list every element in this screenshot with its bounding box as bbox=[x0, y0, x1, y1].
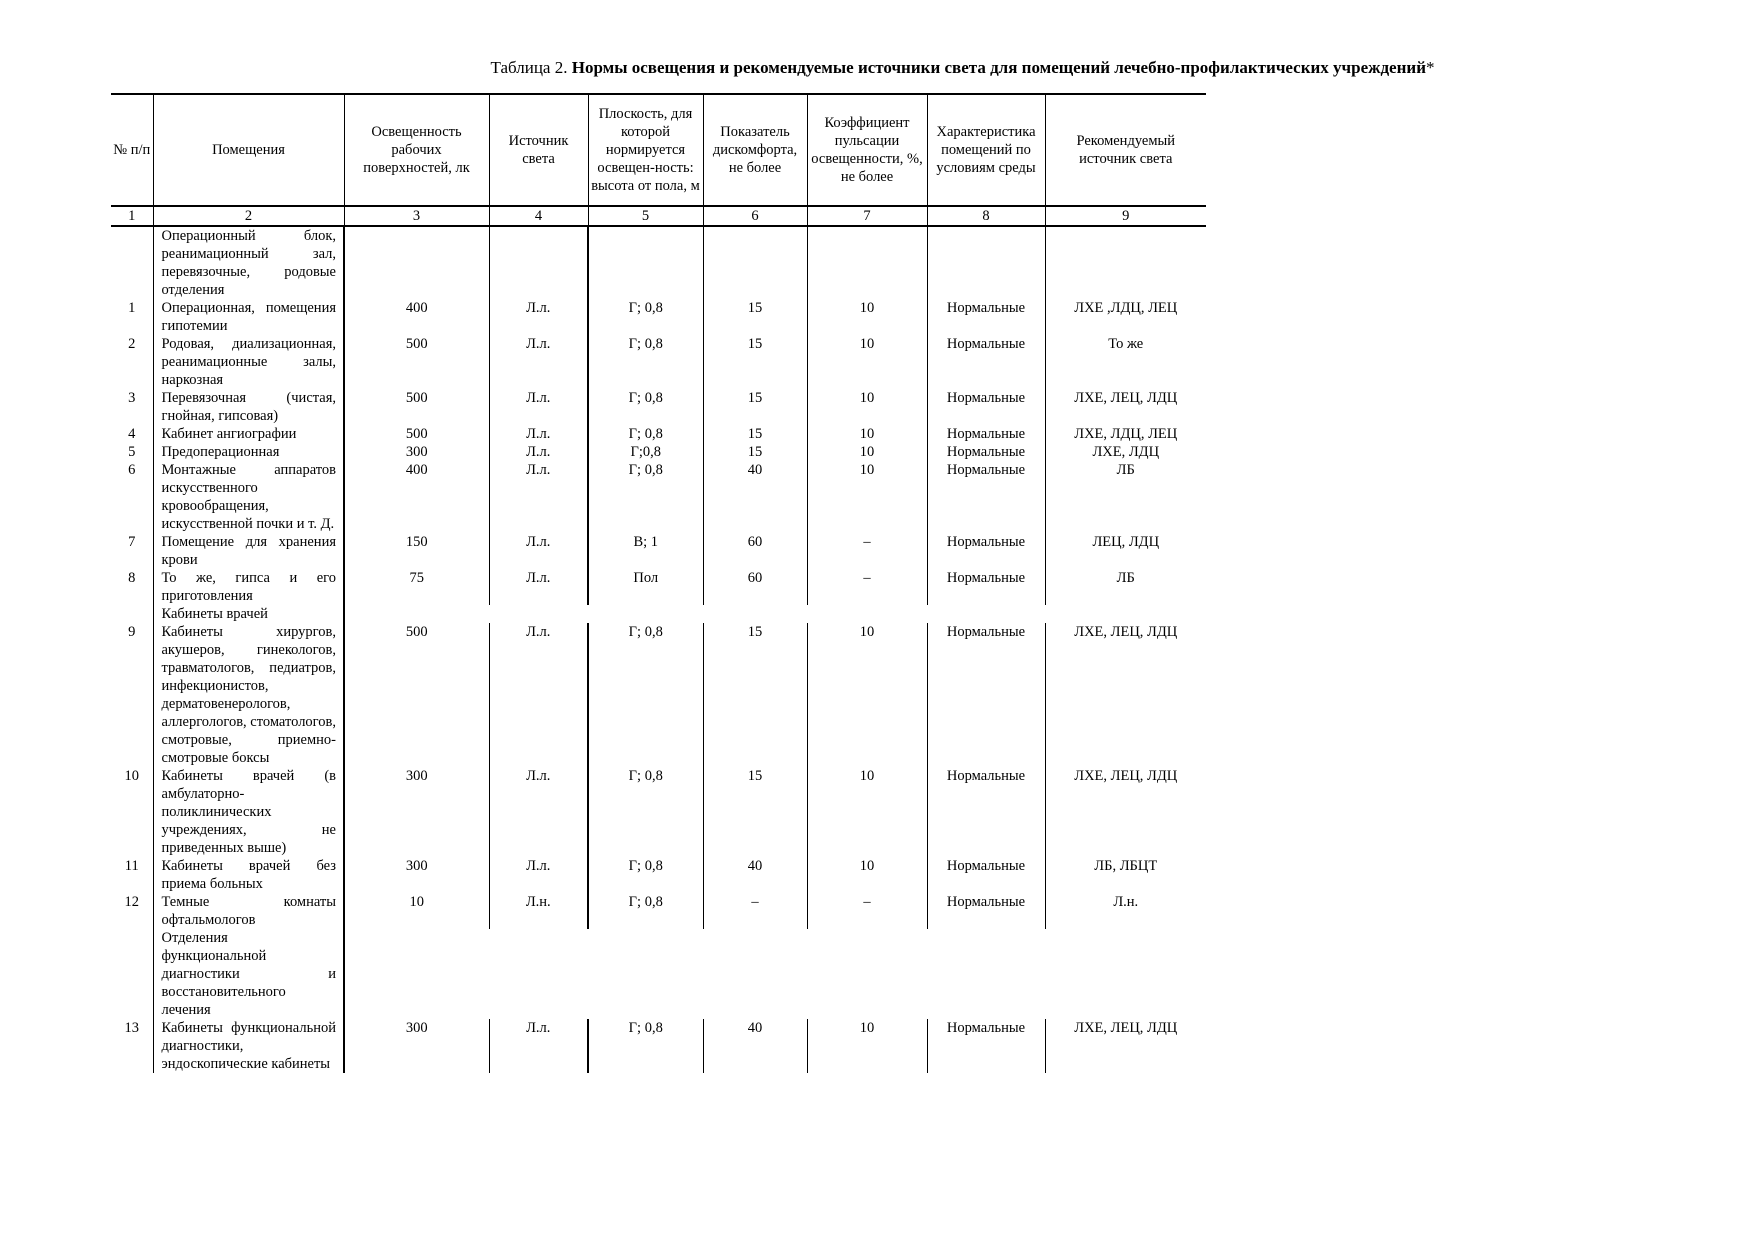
light-source: Л.л. bbox=[489, 461, 588, 533]
environment: Нормальные bbox=[927, 857, 1045, 893]
discomfort-index: 15 bbox=[703, 335, 807, 389]
recommended-source: ЛБ, ЛБЦТ bbox=[1094, 858, 1158, 874]
light-source: Л.л. bbox=[489, 623, 588, 767]
pulsation-coefficient: 10 bbox=[807, 299, 927, 335]
light-source: Л.л. bbox=[489, 299, 588, 335]
table-row bbox=[111, 533, 1206, 569]
illuminance-value: 500 bbox=[344, 623, 489, 767]
illuminance-value: 150 bbox=[344, 533, 489, 569]
pulsation-coefficient: – bbox=[807, 569, 927, 605]
illuminance-value: 75 bbox=[344, 569, 489, 605]
pulsation-coefficient: – bbox=[807, 893, 927, 929]
norm-plane: Пол bbox=[588, 569, 703, 605]
table-row bbox=[111, 857, 1206, 893]
norm-plane: Г; 0,8 bbox=[588, 767, 703, 857]
recommended-source: ЛБ bbox=[1116, 570, 1135, 586]
table-row bbox=[111, 893, 1206, 929]
room-name: Кабинеты функциональной диагностики, эндоскопические кабинеты bbox=[153, 1019, 344, 1073]
recommended-source: То же bbox=[1108, 336, 1144, 352]
row-number: 3 bbox=[111, 389, 153, 425]
discomfort-index: 15 bbox=[703, 767, 807, 857]
room-name: Родовая, диализационная, реанимационные залы, наркозная bbox=[153, 335, 344, 389]
room-name: Монтажные аппаратов искусственного кровообращения, искусственной почки и т. Д. bbox=[153, 461, 344, 533]
light-source: Л.л. bbox=[489, 425, 588, 443]
row-number: 5 bbox=[111, 443, 153, 461]
discomfort-index: – bbox=[703, 893, 807, 929]
discomfort-index: 40 bbox=[703, 1019, 807, 1073]
header-illuminance: Освещенность рабочих поверхностей, лк bbox=[344, 94, 489, 206]
illuminance-value: 300 bbox=[344, 1019, 489, 1073]
title-prefix: Таблица 2. bbox=[490, 58, 572, 77]
recommended-source: ЛХЕ ,ЛДЦ, ЛЕЦ bbox=[1074, 300, 1178, 316]
column-number: 2 bbox=[153, 206, 344, 226]
norm-plane: Г; 0,8 bbox=[588, 623, 703, 767]
environment: Нормальные bbox=[927, 569, 1045, 605]
light-source: Л.л. bbox=[489, 569, 588, 605]
illuminance-value: 500 bbox=[344, 389, 489, 425]
environment: Нормальные bbox=[927, 767, 1045, 857]
recommended-source: ЛЕЦ, ЛДЦ bbox=[1092, 534, 1160, 550]
column-number: 9 bbox=[1045, 206, 1206, 226]
header-plane: Плоскость, для которой нормируется освещен-ность: высота от пола, м bbox=[588, 94, 703, 206]
pulsation-coefficient: 10 bbox=[807, 443, 927, 461]
table-row bbox=[111, 299, 1206, 335]
recommended-source: ЛХЕ, ЛЕЦ, ЛДЦ bbox=[1074, 390, 1178, 406]
row-number: 6 bbox=[111, 461, 153, 533]
discomfort-index: 15 bbox=[703, 299, 807, 335]
section-title: Операционный блок, реанимационный зал, перевязочные, родовые отделения bbox=[153, 226, 344, 299]
room-name: Помещение для хранения крови bbox=[153, 533, 344, 569]
pulsation-coefficient: 10 bbox=[807, 461, 927, 533]
environment: Нормальные bbox=[927, 389, 1045, 425]
environment: Нормальные bbox=[927, 893, 1045, 929]
recommended-source: ЛХЕ, ЛДЦ, ЛЕЦ bbox=[1074, 426, 1178, 442]
column-number: 8 bbox=[927, 206, 1045, 226]
table-row bbox=[111, 389, 1206, 425]
row-number: 11 bbox=[111, 857, 153, 893]
room-name: Операционная, помещения гипотемии bbox=[153, 299, 344, 335]
norm-plane: Г; 0,8 bbox=[588, 857, 703, 893]
environment: Нормальные bbox=[927, 461, 1045, 533]
discomfort-index: 15 bbox=[703, 389, 807, 425]
row-number: 12 bbox=[111, 893, 153, 929]
table-row bbox=[111, 1019, 1206, 1073]
row-number: 10 bbox=[111, 767, 153, 857]
recommended-source: ЛХЕ, ЛЕЦ, ЛДЦ bbox=[1074, 768, 1178, 784]
pulsation-coefficient: 10 bbox=[807, 623, 927, 767]
table-row bbox=[111, 335, 1206, 389]
pulsation-coefficient: 10 bbox=[807, 1019, 927, 1073]
norm-plane: Г;0,8 bbox=[588, 443, 703, 461]
illuminance-value: 300 bbox=[344, 767, 489, 857]
header-light-source: Источник света bbox=[489, 94, 588, 206]
row-number: 9 bbox=[111, 623, 153, 767]
table-body bbox=[111, 226, 1206, 1073]
environment: Нормальные bbox=[927, 299, 1045, 335]
light-source: Л.н. bbox=[489, 893, 588, 929]
section-title: Отделения функциональной диагностики и восстановительного лечения bbox=[153, 929, 344, 1019]
row-number: 13 bbox=[111, 1019, 153, 1073]
table-row bbox=[111, 425, 1206, 443]
discomfort-index: 15 bbox=[703, 425, 807, 443]
light-source: Л.л. bbox=[489, 767, 588, 857]
environment: Нормальные bbox=[927, 443, 1045, 461]
light-source: Л.л. bbox=[489, 443, 588, 461]
norm-plane: В; 1 bbox=[588, 533, 703, 569]
header-discomfort: Показатель дискомфорта, не более bbox=[703, 94, 807, 206]
row-number: 2 bbox=[111, 335, 153, 389]
table-row bbox=[111, 443, 1206, 461]
pulsation-coefficient: 10 bbox=[807, 425, 927, 443]
section-title: Кабинеты врачей bbox=[153, 605, 344, 623]
section-row bbox=[111, 226, 1206, 299]
table-row bbox=[111, 767, 1206, 857]
discomfort-index: 40 bbox=[703, 857, 807, 893]
lighting-norms-table bbox=[111, 93, 1206, 1073]
norm-plane: Г; 0,8 bbox=[588, 893, 703, 929]
column-number: 6 bbox=[703, 206, 807, 226]
room-name: Кабинеты хирургов, акушеров, гинекологов, травматологов, педиатров, инфекционистов, дерматовенерологов, аллергологов, стоматологов, смотровые, приемно-смотровые боксы bbox=[153, 623, 344, 767]
norm-plane: Г; 0,8 bbox=[588, 335, 703, 389]
recommended-source: ЛБ bbox=[1116, 462, 1135, 478]
section-row bbox=[111, 929, 1206, 1019]
environment: Нормальные bbox=[927, 533, 1045, 569]
pulsation-coefficient: 10 bbox=[807, 389, 927, 425]
illuminance-value: 400 bbox=[344, 461, 489, 533]
column-number: 4 bbox=[489, 206, 588, 226]
illuminance-value: 10 bbox=[344, 893, 489, 929]
environment: Нормальные bbox=[927, 623, 1045, 767]
discomfort-index: 40 bbox=[703, 461, 807, 533]
environment: Нормальные bbox=[927, 1019, 1045, 1073]
room-name: Кабинеты врачей (в амбулаторно-поликлинических учреждениях, не приведенных выше) bbox=[153, 767, 344, 857]
pulsation-coefficient: 10 bbox=[807, 767, 927, 857]
recommended-source: ЛХЕ, ЛДЦ bbox=[1092, 444, 1160, 460]
norm-plane: Г; 0,8 bbox=[588, 389, 703, 425]
light-source: Л.л. bbox=[489, 335, 588, 389]
recommended-source: ЛХЕ, ЛЕЦ, ЛДЦ bbox=[1074, 624, 1178, 640]
column-number: 5 bbox=[588, 206, 703, 226]
environment: Нормальные bbox=[927, 335, 1045, 389]
illuminance-value: 500 bbox=[344, 425, 489, 443]
column-number: 3 bbox=[344, 206, 489, 226]
illuminance-value: 300 bbox=[344, 857, 489, 893]
column-number-row bbox=[111, 206, 1206, 226]
discomfort-index: 15 bbox=[703, 443, 807, 461]
recommended-source: Л.н. bbox=[1113, 894, 1139, 910]
light-source: Л.л. bbox=[489, 1019, 588, 1073]
column-number: 1 bbox=[111, 206, 153, 226]
row-number: 1 bbox=[111, 299, 153, 335]
column-number: 7 bbox=[807, 206, 927, 226]
header-environment: Характеристика помещений по условиям среды bbox=[927, 94, 1045, 206]
header-rooms: Помещения bbox=[153, 94, 344, 206]
table-row bbox=[111, 623, 1206, 767]
norm-plane: Г; 0,8 bbox=[588, 1019, 703, 1073]
table-title bbox=[0, 58, 1755, 78]
illuminance-value: 500 bbox=[344, 335, 489, 389]
light-source: Л.л. bbox=[489, 389, 588, 425]
row-number: 8 bbox=[111, 569, 153, 605]
room-name: Темные комнаты офтальмологов bbox=[153, 893, 344, 929]
discomfort-index: 15 bbox=[703, 623, 807, 767]
room-name: Перевязочная (чистая, гнойная, гипсовая) bbox=[153, 389, 344, 425]
environment: Нормальные bbox=[927, 425, 1045, 443]
pulsation-coefficient: 10 bbox=[807, 857, 927, 893]
title-asterisk: * bbox=[1425, 58, 1435, 77]
row-number: 7 bbox=[111, 533, 153, 569]
table-row bbox=[111, 461, 1206, 533]
header-recommended-source: Рекомендуемый источник света bbox=[1045, 94, 1206, 206]
norm-plane: Г; 0,8 bbox=[588, 461, 703, 533]
header-number: № п/п bbox=[111, 94, 153, 206]
title-bold: Нормы освещения и рекомендуемые источники света для помещений лечебно-профилактических учреждений bbox=[571, 58, 1426, 77]
pulsation-coefficient: 10 bbox=[807, 335, 927, 389]
room-name: Предоперационная bbox=[153, 443, 344, 461]
header-pulsation: Коэффициент пульсации освещенности, %, не более bbox=[807, 94, 927, 206]
pulsation-coefficient: – bbox=[807, 533, 927, 569]
room-name: Кабинет ангиографии bbox=[153, 425, 344, 443]
light-source: Л.л. bbox=[489, 533, 588, 569]
room-name: То же, гипса и его приготовления bbox=[153, 569, 344, 605]
illuminance-value: 300 bbox=[344, 443, 489, 461]
section-row bbox=[111, 605, 1206, 623]
room-name: Кабинеты врачей без приема больных bbox=[153, 857, 344, 893]
row-number: 4 bbox=[111, 425, 153, 443]
discomfort-index: 60 bbox=[703, 569, 807, 605]
table-row bbox=[111, 569, 1206, 605]
norm-plane: Г; 0,8 bbox=[588, 425, 703, 443]
light-source: Л.л. bbox=[489, 857, 588, 893]
discomfort-index: 60 bbox=[703, 533, 807, 569]
illuminance-value: 400 bbox=[344, 299, 489, 335]
header-row bbox=[111, 94, 1206, 206]
norm-plane: Г; 0,8 bbox=[588, 299, 703, 335]
recommended-source: ЛХЕ, ЛЕЦ, ЛДЦ bbox=[1074, 1020, 1178, 1036]
